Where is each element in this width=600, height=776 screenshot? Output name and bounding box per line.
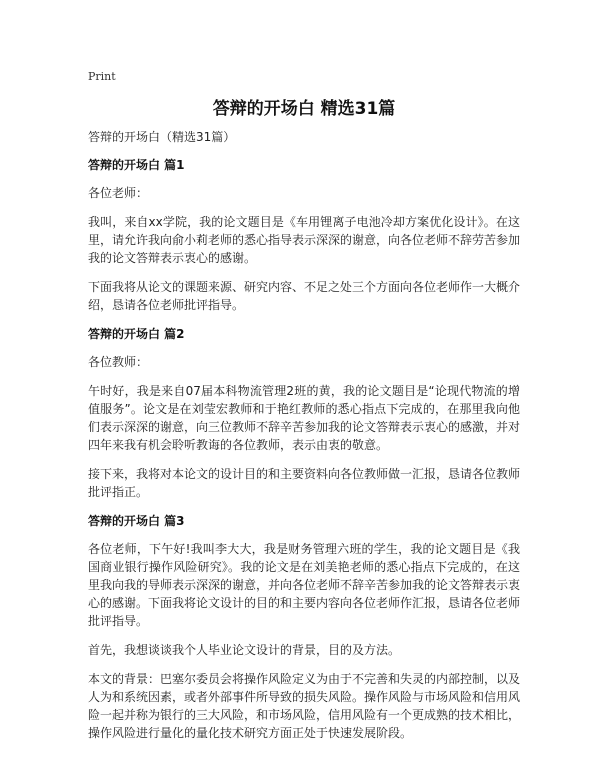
- section-heading: 答辩的开场白 篇2: [88, 327, 185, 341]
- paragraph: 下面我将从论文的课题来源、研究内容、不足之处三个方面向各位老师作一大概介绍，恳请各位老师批评指导。: [88, 280, 521, 312]
- document-page: [88, 70, 520, 753]
- paragraph: 午时好，我是来自07届本科物流管理2班的黄，我的论文题目是“论现代物流的增值服务”。论文是在刘莹宏教师和于艳红教师的悉心指点下完成的，在那里我向他们表示深深的谢意，向三位教师不辞辛苦参加我的论文答辩表示衷心的感激，并对四年来我有机会聆听教诲的各位教师，表示由衷的敬意。: [88, 384, 521, 452]
- print-label: Print: [88, 70, 116, 83]
- document-title: 答辩的开场白 精选31篇: [212, 99, 396, 119]
- section-3: [88, 512, 520, 742]
- section-heading: 答辩的开场白 篇1: [88, 158, 185, 172]
- section-2: [88, 325, 520, 501]
- paragraph: 我叫，来自xx学院，我的论文题目是《车用锂离子电池冷却方案优化设计》。在这里，请允许我向俞小莉老师的悉心指导表示深深的谢意，向各位老师不辞劳苦参加我的论文答辩表示衷心的感谢。: [88, 215, 521, 265]
- section-1: [88, 156, 520, 314]
- section-heading: 答辩的开场白 篇3: [88, 514, 185, 528]
- document-subtitle: 答辩的开场白（精选31篇）: [88, 130, 236, 144]
- paragraph: 接下来，我将对本论文的设计目的和主要资料向各位教师做一汇报，恳请各位教师批评指正。: [88, 467, 521, 499]
- paragraph: 各位老师，下午好!我叫李大大，我是财务管理六班的学生，我的论文题目是《我国商业银行操作风险研究》。我的论文是在刘美艳老师的悉心指点下完成的，在这里我向我的导师表示深深的谢意，并向各位老师不辞辛苦参加我的论文答辩表示衷心的感谢。下面我将论文设计的目的和主要内容向各位老师作汇报，恳请各位老师批评指导。: [88, 542, 521, 628]
- paragraph: 各位老师：: [88, 186, 149, 200]
- paragraph: 各位教师：: [88, 355, 149, 369]
- paragraph: 本文的背景：巴塞尔委员会将操作风险定义为由于不完善和失灵的内部控制，以及人为和系统因素，或者外部事件所导致的损失风险。操作风险与市场风险和信用风险一起并称为银行的三大风险，和市场风险，信用风险有一个更成熟的技术相比，操作风险进行量化的量化技术研究方面正处于快速发展阶段。: [88, 672, 521, 740]
- paragraph: 首先，我想谈谈我个人毕业论文设计的背景，目的及方法。: [88, 643, 401, 657]
